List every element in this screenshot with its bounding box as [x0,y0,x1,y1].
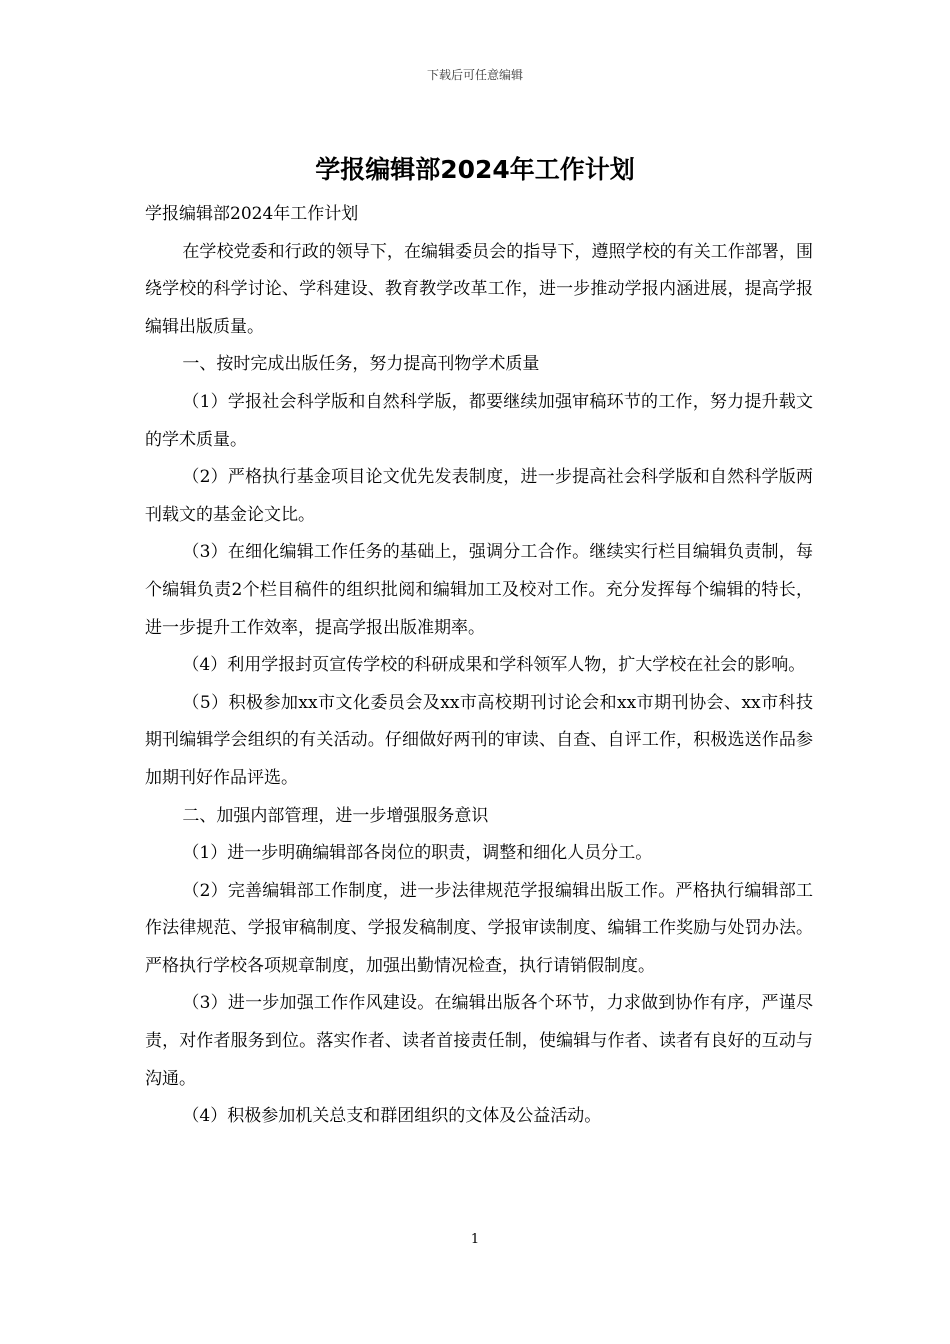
document-title: 学报编辑部2024年工作计划 [315,155,635,184]
page-number: 1 [470,1232,480,1247]
section-heading-2: 二、加强内部管理，进一步增强服务意识 [182,805,489,826]
page-header-note: 下载后可任意编辑 [426,68,523,82]
section-1-item-3: （3）在细化编辑工作任务的基础上，强调分工合作。继续实行栏目编辑负责制，每个编辑负责2个栏目稿件的组织批阅和编辑加工及校对工作。充分发挥每个编辑的特长，进一步提升工作效率，提高学报出版准期率。 [145,542,813,638]
section-heading-1: 一、按时完成出版任务，努力提高刊物学术质量 [182,354,540,375]
section-1-item-4: （4）利用学报封页宣传学校的科研成果和学科领军人物，扩大学校在社会的影响。 [182,655,806,676]
section-2-item-4: （4）积极参加机关总支和群团组织的文体及公益活动。 [182,1106,602,1127]
section-2-item-2: （2）完善编辑部工作制度，进一步法律规范学报编辑出版工作。严格执行编辑部工作法律规范、学报审稿制度、学报发稿制度、学报审读制度、编辑工作奖励与处罚办法。严格执行学校各项规章制度，加强出勤情况检查，执行请销假制度。 [145,880,813,976]
section-2-item-1: （1）进一步明确编辑部各岗位的职责，调整和细化人员分工。 [182,843,653,864]
intro-paragraph: 在学校党委和行政的领导下，在编辑委员会的指导下，遵照学校的有关工作部署，围绕学校的科学讨论、学科建设、教育教学改革工作，进一步推动学报内涵进展，提高学报编辑出版质量。 [145,241,813,337]
section-2-item-3: （3）进一步加强工作作风建设。在编辑出版各个环节，力求做到协作有序，严谨尽责，对作者服务到位。落实作者、读者首接责任制，使编辑与作者、读者有良好的互动与沟通。 [145,993,813,1089]
section-1-item-2: （2）严格执行基金项目论文优先发表制度，进一步提高社会科学版和自然科学版两刊载文的基金论文比。 [145,467,813,525]
document-body [145,196,813,1136]
subtitle-paragraph: 学报编辑部2024年工作计划 [145,204,359,224]
section-1-item-5: （5）积极参加xx市文化委员会及xx市高校期刊讨论会和xx市期刊协会、xx市科技期刊编辑学会组织的有关活动。仔细做好两刊的审读、自查、自评工作，积极选送作品参加期刊好作品评选。 [145,692,813,788]
section-1-item-1: （1）学报社会科学版和自然科学版，都要继续加强审稿环节的工作，努力提升载文的学术质量。 [145,391,813,450]
